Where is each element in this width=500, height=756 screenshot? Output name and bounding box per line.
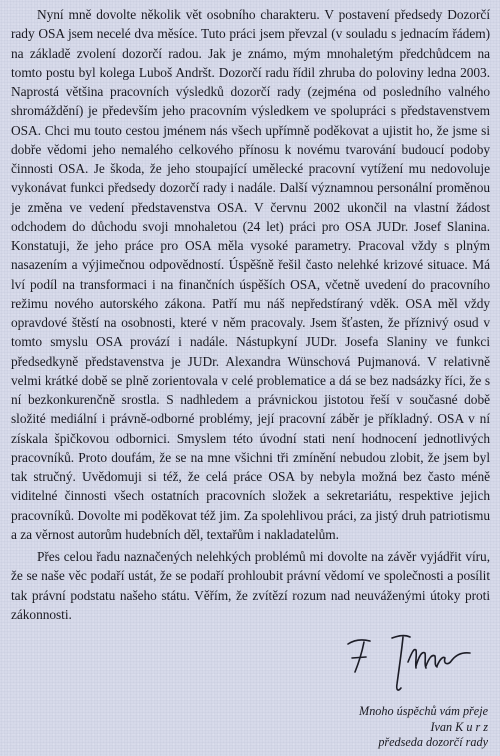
handwritten-signature-icon [340, 622, 490, 696]
closing-block [359, 704, 488, 751]
body-paragraph-1: Nyní mně dovolte několik vět osobního charakteru. V postavení předsedy Dozorčí rady OSA jsem necelé dva měsíce. Tuto práci jsem převzal (v souladu s jednacím řádem) na základě zvolení dozorčí radou. Jak je známo, mým mnohaletým předchůdcem na tomto postu byl kolega Luboš Andršt. Dozorčí radu řídil zhruba do poloviny ledna 2003. Naprostá většina pracovních výsledků dozorčí rady (zejména od posledního valného shromáždění) je především jeho pracovním výsledkem ve spolupráci s představenstvem OSA. Chci mu touto cestou jménem nás všech upřímně poděkovat a ujistit ho, že jsme si dobře vědomi jeho nemalého celkového přínosu k novému tvarování budoucí podoby činnosti OSA. Je škoda, že jeho stoupající umělecké pracovní vytížení mu nedovoluje vykonávat funkci předsedy dozorčí rady i nadále. Další významnou personální proměnou je změna ve vedení představenstva OSA. V červnu 2002 ukončil na vlastní žádost odchodem do důchodu svoji mnohaletou (24 let) práci pro OSA JUDr. Josef Slanina. Konstatuji, že jeho práce pro OSA měla vysoké parametry. Pracoval vždy s plným nasazením a výjimečnou odpovědností. Úspěšně řešil často nelehké krizové situace. Má lví podíl na transformaci i na finančních úspěších OSA, včetně uvedení do pracovního režimu nového autorského zákona. Patří mu náš nepředstíraný vděk. OSA měl vždy opravdové štěstí na osobnosti, které v něm pracovaly. Jsem šťasten, že příznivý osud v tomto smyslu OSA provází i nadále. Nástupkyní JUDr. Josefa Slaniny ve funkci předsedkyně představenstva je JUDr. Alexandra Wünschová Pujmanová. V relativně velmi krátké době se plně zorientovala v celé problematice a dá se bez nadsázky říci, že s ní bezkonkurenčně srostla. S nadhledem a právnickou jistotou řeší v současné době složité mediální i právně-odborné problémy, její pracovní záběr je příkladný. OSA v ní získala špičkovou odbornici. Smyslem této úvodní stati není hodnocení jednotlivých pracovníků. Proto doufám, že se na mne všichni tři zmínění nebudou zlobit, že jsem byl tak stručný. Uvědomuji si též, že celá práce OSA by nebyla možná bez často méně viditelné činnosti všech ostatních pracovních složek a sekretariátu, respektive jejich pracovníků. Dovolte mi poděkovat též jim. Za spolehlivou práci, za jistý druh patriotismu a za věrnost autorům hudebních děl, textařům i nakladatelům. [11, 7, 490, 542]
closing-greeting: Mnoho úspěchů vám přeje [359, 704, 488, 718]
closing-author-name: Ivan K u r z [430, 719, 488, 734]
body-paragraph-2: Přes celou řadu naznačených nelehkých problémů mi dovolte na závěr vyjádřit víru, že se naše věc podaří ustát, že se podaří prohloubit právní vědomí ve společnosti a posílit tak právní podstatu našeho státu. Věřím, že zvítězí rozum nad neuváženými útoky proti zákonnosti. [11, 549, 490, 622]
closing-author-title: předseda dozorčí rady [378, 735, 488, 749]
